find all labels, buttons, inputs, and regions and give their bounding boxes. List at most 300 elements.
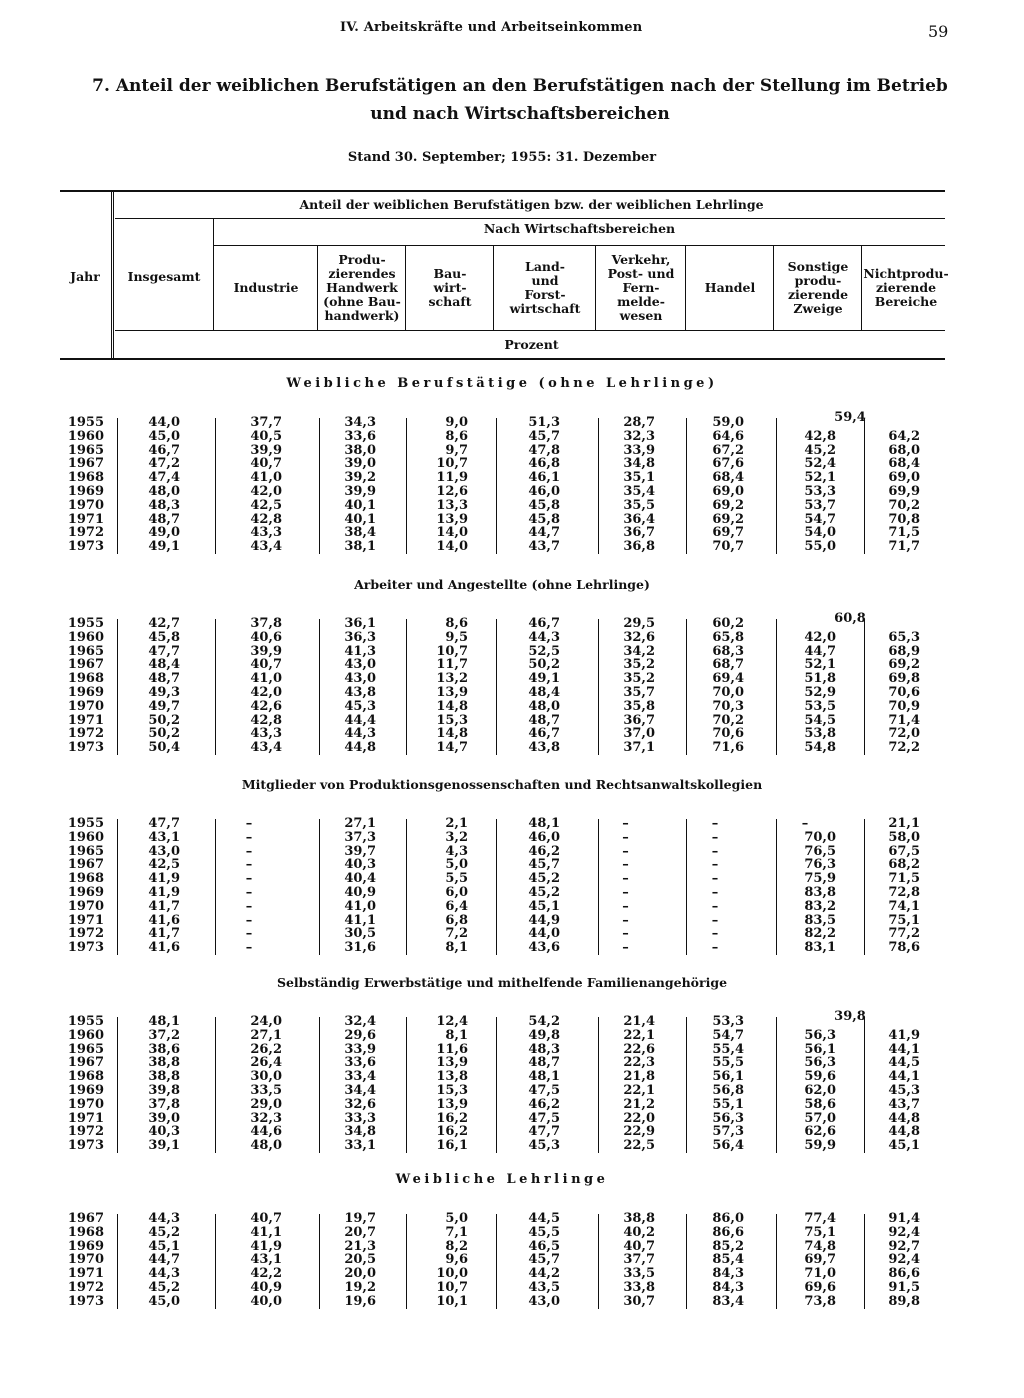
table-cell: 44,7: [528, 525, 560, 541]
table-cell: 70,2: [712, 712, 744, 728]
table-title: [60, 72, 980, 128]
table-cell: 39,1: [148, 1138, 180, 1154]
table-cell: 22,6: [623, 1041, 655, 1057]
table-cell: 43,4: [250, 740, 282, 756]
table-cell: 33,5: [623, 1266, 655, 1282]
table-cell: 77,4: [804, 1211, 836, 1226]
section-title: Mitglieder von Produktionsgenossenschaften und Rechtsanwaltskollegien: [241, 777, 763, 792]
table-cell: 40,6: [250, 629, 282, 645]
table-cell: 8,2: [445, 1238, 468, 1254]
table-cell: 49,3: [148, 685, 180, 700]
table-cell: 43,0: [344, 657, 376, 673]
table-cell: 44,8: [344, 740, 376, 756]
table-cell: 64,6: [712, 428, 744, 444]
table-cell: 58,6: [804, 1096, 836, 1112]
table-cell: 44,7: [148, 1252, 180, 1268]
table-cell: 22,9: [623, 1124, 655, 1140]
row-year: 1965: [67, 1041, 104, 1057]
table-cell: 13,3: [436, 497, 468, 513]
table-cell: 41,9: [888, 1027, 920, 1043]
table-cell: 45,8: [528, 497, 560, 513]
table-cell: 12,4: [436, 1014, 468, 1029]
table-cell: 38,4: [344, 525, 376, 541]
table-cell: 15,3: [436, 1083, 468, 1098]
row-year: 1965: [67, 643, 104, 659]
table-cell: 27,1: [250, 1027, 282, 1043]
table-cell: –: [245, 912, 253, 928]
table-cell: 52,5: [528, 643, 560, 659]
table-cell: 40,7: [250, 456, 282, 472]
table-cell: –: [245, 843, 253, 859]
table-cell: 72,8: [888, 885, 920, 900]
table-cell: 45,2: [528, 885, 560, 900]
row-year: 1968: [67, 871, 104, 887]
table-cell: 3,2: [445, 829, 468, 845]
table-cell: 70,8: [888, 511, 920, 527]
table-cell: 45,0: [148, 428, 180, 444]
merged-cell-1955: 59,4: [834, 410, 866, 425]
table-cell: 33,1: [344, 1138, 376, 1154]
table-cell: 83,8: [804, 885, 836, 900]
table-cell: 56,3: [804, 1055, 836, 1071]
table-cell: 35,1: [623, 470, 655, 486]
table-cell: 56,4: [712, 1138, 744, 1154]
table-cell: 50,2: [148, 712, 180, 728]
table-cell: 16,2: [436, 1110, 468, 1126]
table-cell: 42,5: [250, 497, 282, 513]
table-cell: 44,7: [804, 643, 836, 659]
row-year: 1970: [67, 898, 104, 914]
table-cell: 40,7: [250, 1211, 282, 1226]
table-cell: 65,3: [888, 629, 920, 645]
table-cell: 37,7: [623, 1252, 655, 1268]
row-year: 1955: [67, 816, 104, 831]
table-cell: 46,0: [528, 484, 560, 499]
table-cell: 49,7: [148, 698, 180, 714]
table-cell: 32,4: [344, 1014, 376, 1029]
row-year: 1973: [67, 539, 104, 555]
table-cell: 55,0: [804, 539, 836, 555]
table-cell: 43,7: [888, 1096, 920, 1112]
table-cell: 43,8: [528, 740, 560, 756]
table-cell: 37,1: [623, 740, 655, 756]
table-cell: 71,5: [888, 871, 920, 887]
table-cell: 8,6: [445, 616, 468, 631]
table-cell: 13,9: [436, 1096, 468, 1112]
table-cell: 10,7: [436, 456, 468, 472]
table-cell: 22,1: [623, 1027, 655, 1043]
table-cell: 45,8: [148, 629, 180, 645]
table-cell: 76,5: [804, 843, 836, 859]
table-cell: 85,2: [712, 1238, 744, 1254]
table-cell: 35,4: [623, 484, 655, 499]
table-cell: 83,4: [712, 1293, 744, 1309]
table-cell: 54,7: [804, 511, 836, 527]
table-cell: 44,2: [528, 1266, 560, 1282]
table-cell: 45,2: [148, 1280, 180, 1295]
table-cell: 7,2: [445, 926, 468, 942]
table-cell: 85,4: [712, 1252, 744, 1268]
table-cell: 5,5: [445, 871, 468, 887]
table-cell: 65,8: [712, 629, 744, 645]
table-cell: 34,8: [623, 456, 655, 472]
table-cell: 45,8: [528, 511, 560, 527]
table-cell: 86,0: [712, 1211, 744, 1226]
table-cell: 32,6: [344, 1096, 376, 1112]
table-cell: 75,1: [888, 912, 920, 928]
table-cell: 37,8: [250, 616, 282, 631]
table-cell: 73,8: [804, 1293, 836, 1309]
table-cell: 70,6: [888, 685, 920, 700]
table-cell: 67,5: [888, 843, 920, 859]
table-cell: 50,2: [528, 657, 560, 673]
table-cell: 38,1: [344, 539, 376, 555]
table-cell: –: [622, 912, 629, 928]
table-cell: 24,0: [250, 1014, 282, 1029]
table-cell: 48,1: [148, 1014, 180, 1029]
row-year: 1967: [67, 857, 104, 873]
table-cell: 52,4: [804, 456, 836, 472]
table-cell: 35,2: [623, 657, 655, 673]
row-year: 1967: [67, 1211, 104, 1226]
row-year: 1960: [67, 428, 104, 444]
table-cell: –: [711, 829, 719, 845]
table-cell: 14,7: [436, 740, 468, 756]
table-cell: 31,6: [344, 940, 376, 956]
table-cell: 45,5: [528, 1224, 560, 1240]
table-cell: 9,7: [445, 442, 468, 458]
table-cell: 86,6: [888, 1266, 920, 1282]
table-cell: 60,2: [712, 616, 744, 631]
table-cell: 86,6: [712, 1224, 744, 1240]
table-cell: 84,3: [712, 1280, 744, 1295]
row-year: 1970: [67, 497, 104, 513]
row-year: 1965: [67, 442, 104, 458]
table-cell: 42,5: [148, 857, 180, 873]
table-cell: 22,0: [623, 1110, 655, 1126]
table-cell: 42,6: [250, 698, 282, 714]
table-cell: 62,6: [804, 1124, 836, 1140]
table-cell: 38,0: [344, 442, 376, 458]
table-cell: 69,9: [888, 484, 920, 499]
table-cell: 10,7: [436, 1280, 468, 1295]
table-cell: 11,9: [436, 470, 468, 486]
table-cell: 42,2: [250, 1266, 282, 1282]
table-cell: 22,5: [623, 1138, 655, 1154]
table-cell: 48,0: [250, 1138, 282, 1154]
table-cell: 52,9: [804, 685, 836, 700]
table-cell: 43,0: [528, 1293, 560, 1309]
table-cell: 45,1: [888, 1138, 920, 1154]
table-cell: 41,9: [148, 871, 180, 887]
table-cell: 33,6: [344, 1055, 376, 1071]
table-cell: 83,2: [804, 898, 836, 914]
table-cell: 26,2: [250, 1041, 282, 1057]
table-cell: 32,6: [623, 629, 655, 645]
table-cell: 33,9: [623, 442, 655, 458]
column-header: Industrie: [233, 280, 299, 295]
header-jahr: Jahr: [70, 269, 100, 284]
table-cell: 49,1: [528, 671, 560, 687]
merged-cell-1955: 60,8: [834, 611, 866, 626]
row-year: 1967: [67, 1055, 104, 1071]
table-cell: 34,8: [344, 1124, 376, 1140]
table-cell: 21,4: [623, 1014, 655, 1029]
table-cell: 83,1: [804, 940, 836, 956]
table-cell: 35,7: [623, 685, 655, 700]
table-cell: 48,4: [528, 685, 560, 700]
table-cell: –: [245, 816, 253, 831]
table-cell: 10,7: [436, 643, 468, 659]
row-year: 1969: [67, 885, 104, 900]
table-cell: 30,7: [623, 1293, 655, 1309]
table-cell: 35,8: [623, 698, 655, 714]
table-cell: 40,5: [250, 428, 282, 444]
table-cell: 9,5: [445, 629, 468, 645]
table-cell: 59,6: [804, 1069, 836, 1085]
table-cell: 36,7: [623, 525, 655, 541]
table-cell: 9,6: [445, 1252, 468, 1268]
table-cell: 68,4: [712, 470, 744, 486]
table-cell: 43,0: [148, 843, 180, 859]
table-cell: 49,8: [528, 1027, 560, 1043]
table-cell: 13,9: [436, 511, 468, 527]
table-cell: 55,5: [712, 1055, 744, 1071]
table-cell: 69,0: [888, 470, 920, 486]
table-cell: –: [245, 871, 253, 887]
table-cell: 19,7: [344, 1211, 376, 1226]
table-cell: 36,3: [344, 629, 376, 645]
table-cell: 84,3: [712, 1266, 744, 1282]
table-cell: 48,1: [528, 816, 560, 831]
table-cell: 68,4: [888, 456, 920, 472]
table-cell: 68,9: [888, 643, 920, 659]
table-cell: 20,5: [344, 1252, 376, 1268]
table-title-line2: und nach Wirtschaftsbereichen: [370, 104, 670, 124]
table-cell: 49,0: [148, 525, 180, 541]
table-cell: 45,3: [888, 1083, 920, 1098]
column-header: Handel: [704, 280, 756, 295]
table-cell: 39,8: [148, 1083, 180, 1098]
table-cell: 70,0: [804, 829, 836, 845]
column-header: Produ- zierendes Handwerk (ohne Bau- handwerk): [323, 252, 401, 323]
table-cell: 29,0: [250, 1096, 282, 1112]
row-year: 1970: [67, 698, 104, 714]
table-cell: –: [622, 857, 629, 873]
table-cell: 41,1: [250, 1224, 282, 1240]
page-number: 59: [928, 22, 949, 41]
table-cell: 47,7: [528, 1124, 560, 1140]
table-cell: 41,7: [148, 898, 180, 914]
table-cell: 2,1: [445, 816, 468, 831]
table-cell: 9,0: [445, 415, 468, 430]
table-cell: 43,3: [250, 726, 282, 742]
table-cell: 16,1: [436, 1138, 468, 1154]
table-cell: 43,4: [250, 539, 282, 555]
row-year: 1970: [67, 1252, 104, 1268]
table-cell: 42,0: [250, 685, 282, 700]
table-cell: 47,5: [528, 1083, 560, 1098]
table-cell: 40,7: [623, 1238, 655, 1254]
row-year: 1970: [67, 1096, 104, 1112]
table-cell: 29,5: [623, 616, 655, 631]
table-cell: 69,4: [712, 671, 744, 687]
table-cell: 43,1: [250, 1252, 282, 1268]
table-cell: 40,0: [250, 1293, 282, 1309]
table-cell: 54,0: [804, 525, 836, 541]
table-cell: –: [622, 843, 629, 859]
table-cell: 44,0: [528, 926, 560, 942]
table-cell: 56,1: [804, 1041, 836, 1057]
table-cell: 75,9: [804, 871, 836, 887]
table-cell: 44,3: [528, 629, 560, 645]
table-cell: 47,2: [148, 456, 180, 472]
table-cell: 64,2: [888, 428, 920, 444]
table-cell: 11,6: [436, 1041, 468, 1057]
table-cell: 74,8: [804, 1238, 836, 1254]
column-header: Nichtprodu- zierende Bereiche: [863, 266, 949, 309]
table-cell: 40,7: [250, 657, 282, 673]
table-cell: 53,3: [804, 484, 836, 499]
table-cell: 35,5: [623, 497, 655, 513]
table-cell: 77,2: [888, 926, 920, 942]
table-cell: 38,8: [148, 1069, 180, 1085]
table-cell: 33,9: [344, 1041, 376, 1057]
column-header: Bau- wirt- schaft: [428, 266, 472, 309]
table-cell: 27,1: [344, 816, 376, 831]
table-cell: –: [622, 871, 629, 887]
table-cell: 70,3: [712, 698, 744, 714]
table-cell: 6,0: [445, 885, 468, 900]
table-cell: 71,0: [804, 1266, 836, 1282]
table-cell: 69,6: [804, 1280, 836, 1295]
table-cell: 5,0: [445, 857, 468, 873]
table-cell: 51,3: [528, 415, 560, 430]
table-cell: 7,1: [445, 1224, 468, 1240]
table-cell: 41,9: [148, 885, 180, 900]
table-cell: 55,1: [712, 1096, 744, 1112]
table-cell: 38,8: [148, 1055, 180, 1071]
table-cell: 45,3: [344, 698, 376, 714]
table-cell: 89,8: [888, 1293, 920, 1309]
table-cell: 53,3: [712, 1014, 744, 1029]
table-cell: 69,2: [712, 511, 744, 527]
table-cell: 14,8: [436, 698, 468, 714]
table-cell: 71,5: [888, 525, 920, 541]
table-cell: 33,3: [344, 1110, 376, 1126]
row-year: 1967: [67, 456, 104, 472]
table-cell: 16,2: [436, 1124, 468, 1140]
table-cell: –: [245, 898, 253, 914]
row-year: 1967: [67, 657, 104, 673]
table-cell: 40,3: [344, 857, 376, 873]
table-cell: –: [245, 885, 253, 900]
section-title: Weibliche Berufstätige (ohne Lehrlinge): [286, 376, 718, 391]
table-cell: 56,1: [712, 1069, 744, 1085]
table-cell: 44,4: [344, 712, 376, 728]
table-cell: 13,2: [436, 671, 468, 687]
table-cell: 44,8: [888, 1110, 920, 1126]
table-cell: 57,0: [804, 1110, 836, 1126]
table-cell: 13,9: [436, 1055, 468, 1071]
table-cell: 48,1: [528, 1069, 560, 1085]
table-cell: 44,8: [888, 1124, 920, 1140]
table-cell: 46,7: [148, 442, 180, 458]
table-cell: 33,4: [344, 1069, 376, 1085]
table-cell: 8,6: [445, 428, 468, 444]
table-cell: 8,1: [445, 940, 468, 956]
table-cell: 47,8: [528, 442, 560, 458]
table-cell: 6,8: [445, 912, 468, 928]
table-cell: 45,7: [528, 428, 560, 444]
table-cell: 39,9: [250, 442, 282, 458]
table-cell: 45,2: [804, 442, 836, 458]
table-cell: 45,1: [148, 1238, 180, 1254]
column-header: Sonstige produ- zierende Zweige: [787, 259, 849, 316]
row-year: 1969: [67, 685, 104, 700]
table-cell: 38,8: [623, 1211, 655, 1226]
table-cell: 56,3: [804, 1027, 836, 1043]
table-cell: 32,3: [623, 428, 655, 444]
running-title: IV. Arbeitskräfte und Arbeitseinkommen: [340, 20, 643, 35]
table-cell: 21,2: [623, 1096, 655, 1112]
header-top-caption: Anteil der weiblichen Berufstätigen bzw. der weiblichen Lehrlinge: [299, 197, 764, 212]
table-cell: 43,0: [344, 671, 376, 687]
table-cell: 6,4: [445, 898, 468, 914]
table-cell: 92,4: [888, 1224, 920, 1240]
row-year: 1955: [67, 1014, 104, 1029]
table-cell: 37,8: [148, 1096, 180, 1112]
merged-cell-1955: 39,8: [834, 1009, 866, 1024]
table-cell: 45,3: [528, 1138, 560, 1154]
row-year: 1968: [67, 1069, 104, 1085]
table-cell: 41,6: [148, 912, 180, 928]
table-cell: 36,4: [623, 511, 655, 527]
table-cell: 43,1: [148, 829, 180, 845]
table-cell: –: [801, 816, 809, 831]
table-cell: 15,3: [436, 712, 468, 728]
table-cell: 69,0: [712, 484, 744, 499]
table-cell: 14,0: [436, 525, 468, 541]
row-year: 1969: [67, 1083, 104, 1098]
row-year: 1960: [67, 1027, 104, 1043]
table-cell: 39,7: [344, 843, 376, 859]
table-cell: 29,6: [344, 1027, 376, 1043]
table-cell: 14,0: [436, 539, 468, 555]
table-cell: 53,5: [804, 698, 836, 714]
table-cell: –: [711, 885, 719, 900]
table-cell: 40,1: [344, 511, 376, 527]
table-cell: 70,6: [712, 726, 744, 742]
row-year: 1968: [67, 470, 104, 486]
table-cell: 10,1: [436, 1293, 468, 1309]
row-year: 1973: [67, 940, 104, 956]
table-cell: 39,9: [344, 484, 376, 499]
table-cell: –: [622, 816, 629, 831]
table-cell: 21,3: [344, 1238, 376, 1254]
table-cell: 78,6: [888, 940, 920, 956]
table-cell: 36,8: [623, 539, 655, 555]
table-cell: 45,1: [528, 898, 560, 914]
table-cell: 48,7: [528, 1055, 560, 1071]
table-cell: 48,7: [148, 671, 180, 687]
table-cell: 53,8: [804, 726, 836, 742]
row-year: 1960: [67, 829, 104, 845]
table-cell: 59,9: [804, 1138, 836, 1154]
table-cell: 33,5: [250, 1083, 282, 1098]
row-year: 1971: [67, 712, 104, 728]
row-year: 1972: [67, 726, 104, 742]
